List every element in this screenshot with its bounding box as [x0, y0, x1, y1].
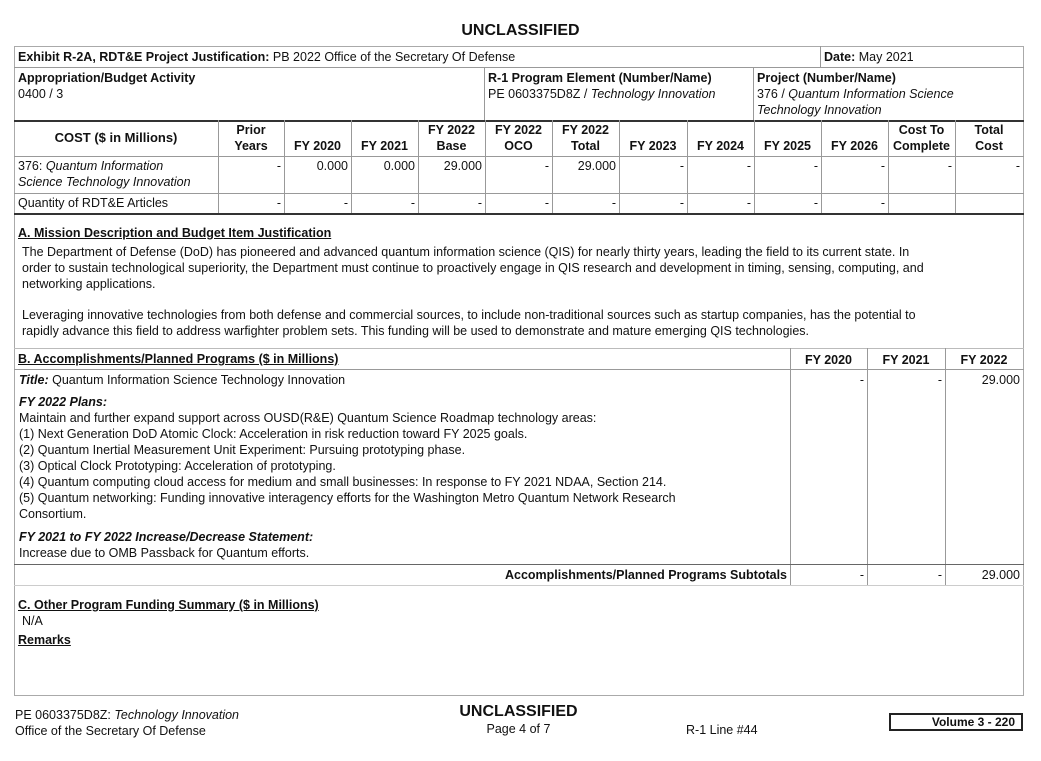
cost-cell: -: [343, 196, 348, 210]
cost-cell: -: [880, 159, 885, 173]
plans-line: (3) Optical Clock Prototyping: Acceleration of prototyping.: [19, 459, 336, 473]
plans-line: (4) Quantum computing cloud access for medium and small businesses: In response to FY 2021 NDAA, Section 214.: [19, 475, 667, 489]
cost-cell: -: [276, 196, 281, 210]
cost-col-header-line1: Cost To: [898, 123, 945, 137]
pe-number: PE 0603375D8Z /: [488, 87, 591, 101]
cost-col-header: [418, 122, 485, 154]
date-label: Date:: [824, 50, 856, 64]
subtotal-fy2021: -: [937, 568, 942, 582]
cost-cell: -: [746, 159, 751, 173]
program-element-block: [488, 70, 716, 102]
cost-col-header-line1: FY 2022: [561, 123, 610, 137]
cost-cell: 29.000: [577, 159, 616, 173]
cost-col-header-line2: FY 2026: [830, 139, 879, 153]
cost-cell: 0.000: [316, 159, 348, 173]
cost-col-header: [351, 122, 418, 154]
cost-col-header-line1: [821, 122, 888, 138]
r1-line: R-1 Line #44: [686, 723, 758, 737]
pe-label: R-1 Program Element (Number/Name): [488, 71, 712, 85]
section-b-heading: B. Accomplishments/Planned Programs ($ in Millions): [18, 352, 339, 366]
cost-col-header-line1: [687, 122, 754, 138]
appropriation-block: [18, 70, 195, 102]
section-b-value-fy2022: 29.000: [981, 373, 1020, 387]
plans-line: Maintain and further expand support across OUSD(R&E) Quantum Science Roadmap technology areas:: [19, 411, 597, 425]
cost-col-header: [218, 122, 284, 154]
project-name-line2: Technology Innovation: [757, 103, 882, 117]
footer-center: [440, 703, 597, 737]
cost-row-project-label: [18, 158, 191, 190]
cost-cell: 29.000: [443, 159, 482, 173]
cost-col-header-line2: FY 2023: [629, 139, 677, 153]
appropriation-value: 0400 / 3: [18, 87, 64, 101]
cost-col-header: [485, 122, 552, 154]
cost-row-prefix: 376:: [18, 159, 46, 173]
section-b-value-fy2021: -: [937, 373, 942, 387]
footer-pe-number: PE 0603375D8Z:: [15, 708, 115, 722]
cost-cell: -: [410, 196, 415, 210]
statement-heading: FY 2021 to FY 2022 Increase/Decrease Statement:: [19, 530, 314, 544]
plans-line: (2) Quantum Inertial Measurement Unit Experiment: Pursuing prototyping phase.: [19, 443, 466, 457]
cost-col-header-line2: Total: [571, 139, 600, 153]
cost-cell: -: [746, 196, 751, 210]
cost-col-header-line1: FY 2022: [427, 123, 476, 137]
section-b-value-fy2020: -: [859, 373, 864, 387]
cost-cell: -: [544, 196, 549, 210]
section-a-paragraph-2: [22, 307, 1012, 339]
footer-pe-name: Technology Innovation: [114, 708, 240, 722]
section-b-title: [19, 372, 345, 388]
project-name-line1: Quantum Information Science: [788, 87, 954, 101]
cost-col-header-line1: [351, 122, 418, 138]
cost-row-label-line2: Science Technology Innovation: [18, 175, 191, 189]
section-c-value: N/A: [22, 614, 43, 628]
cost-cell: -: [276, 159, 281, 173]
cost-col-header: [687, 122, 754, 154]
exhibit-type: , RDT&E Project Justification:: [92, 50, 270, 64]
footer-org: Office of the Secretary Of Defense: [15, 724, 206, 738]
cost-col-header-line2: FY 2021: [360, 139, 409, 153]
plans-line: Consortium.: [19, 507, 87, 521]
section-c-heading: C. Other Program Funding Summary ($ in Millions): [18, 598, 319, 612]
cost-col-header: [619, 122, 687, 154]
cost-cell: -: [880, 196, 885, 210]
date-value: May 2021: [855, 50, 914, 64]
cost-cell: -: [813, 196, 818, 210]
cost-col-header: [955, 122, 1023, 154]
cost-col-header: [284, 122, 351, 154]
cost-col-header-line2: FY 2024: [696, 139, 745, 153]
cost-col-header-line1: [754, 122, 821, 138]
volume-box: Volume 3 - 220: [889, 713, 1023, 731]
project-block: [757, 70, 954, 118]
section-a-paragraph-1: [22, 244, 1012, 292]
cost-cell: 0.000: [383, 159, 415, 173]
section-b-col-fy2021: FY 2021: [882, 353, 930, 367]
cost-col-header-line1: [284, 122, 351, 138]
classification-banner-bottom: UNCLASSIFIED: [459, 703, 578, 720]
para2-line: rapidly advance this field to address warfighter problem sets. This funding will be used to demonstrate and mature emerging QIS technologies.: [22, 324, 809, 338]
subtotal-fy2020: -: [859, 568, 864, 582]
cost-col-header: [552, 122, 619, 154]
cost-cell: -: [544, 159, 549, 173]
cost-cell: -: [947, 159, 952, 173]
plans-heading: FY 2022 Plans:: [19, 395, 108, 409]
cost-col-header-line1: Total: [974, 123, 1004, 137]
project-label: Project (Number/Name): [757, 71, 896, 85]
appropriation-label: Appropriation/Budget Activity: [18, 71, 196, 85]
cost-col-header-line2: Years: [234, 139, 268, 153]
para2-line: Leveraging innovative technologies from both defense and commercial sources, to include non-traditional sources such as startup companies, has the potential to: [22, 308, 916, 322]
cost-col-header: [821, 122, 888, 154]
cost-cell: -: [477, 196, 482, 210]
plans-line: (1) Next Generation DoD Atomic Clock: Acceleration in risk reduction toward FY 2025 goals.: [19, 427, 528, 441]
cost-table-title: COST ($ in Millions): [54, 130, 178, 145]
subtotal-label: Accomplishments/Planned Programs Subtotals: [504, 568, 787, 582]
cost-cell: -: [611, 196, 616, 210]
exhibit-date: [824, 49, 914, 65]
section-b-col-fy2022: FY 2022: [960, 353, 1008, 367]
section-b-col-fy2020: FY 2020: [804, 353, 853, 367]
cost-cell: -: [679, 159, 684, 173]
statement-text: Increase due to OMB Passback for Quantum efforts.: [19, 546, 310, 560]
project-number: 376 /: [757, 87, 789, 101]
cost-col-header-line2: Base: [436, 139, 467, 153]
title-value: Quantum Information Science Technology Innovation: [48, 373, 346, 387]
cost-col-header-line2: OCO: [504, 139, 533, 153]
cost-col-header-line1: FY 2022: [494, 123, 543, 137]
footer-program: [15, 707, 239, 739]
pe-name: Technology Innovation: [590, 87, 716, 101]
cost-col-header-line2: Complete: [893, 139, 950, 153]
page-number: Page 4 of 7: [486, 722, 551, 736]
cost-col-header-line2: Cost: [975, 139, 1003, 153]
para1-line: The Department of Defense (DoD) has pioneered and advanced quantum information science (QIS) for nearly thirty years, leading the field to its current state. In: [22, 245, 910, 259]
title-label: Title:: [19, 373, 49, 387]
remarks-heading: Remarks: [18, 633, 71, 647]
plans-line: (5) Quantum networking: Funding innovative interagency efforts for the Washington Metro Quantum Network Research: [19, 491, 676, 505]
exhibit-title: [18, 49, 515, 65]
exhibit-value: PB 2022 Office of the Secretary Of Defense: [269, 50, 516, 64]
cost-col-header: [888, 122, 955, 154]
cost-col-header-line2: FY 2025: [763, 139, 812, 153]
cost-col-header-line2: FY 2020: [293, 139, 342, 153]
section-a-heading: A. Mission Description and Budget Item Justification: [18, 226, 332, 240]
cost-cell: -: [813, 159, 818, 173]
classification-banner-top: UNCLASSIFIED: [461, 22, 580, 39]
cost-row-label-line1: Quantum Information: [45, 159, 164, 173]
cost-cell: -: [679, 196, 684, 210]
plans-list: [19, 410, 789, 522]
subtotal-fy2022: 29.000: [981, 568, 1020, 582]
cost-col-header: [754, 122, 821, 154]
para1-line: order to sustain technological superiority, the Department must continue to proactively engage in QIS research and development in timing, sensing, computing, and: [22, 261, 924, 275]
cost-col-header-line1: Prior: [236, 123, 266, 137]
cost-row-quantity-label: Quantity of RDT&E Articles: [18, 196, 169, 210]
para1-line: networking applications.: [22, 277, 156, 291]
exhibit-label: Exhibit R-2A: [18, 50, 93, 64]
cost-col-header-line1: [619, 122, 687, 138]
cost-cell: -: [1015, 159, 1020, 173]
